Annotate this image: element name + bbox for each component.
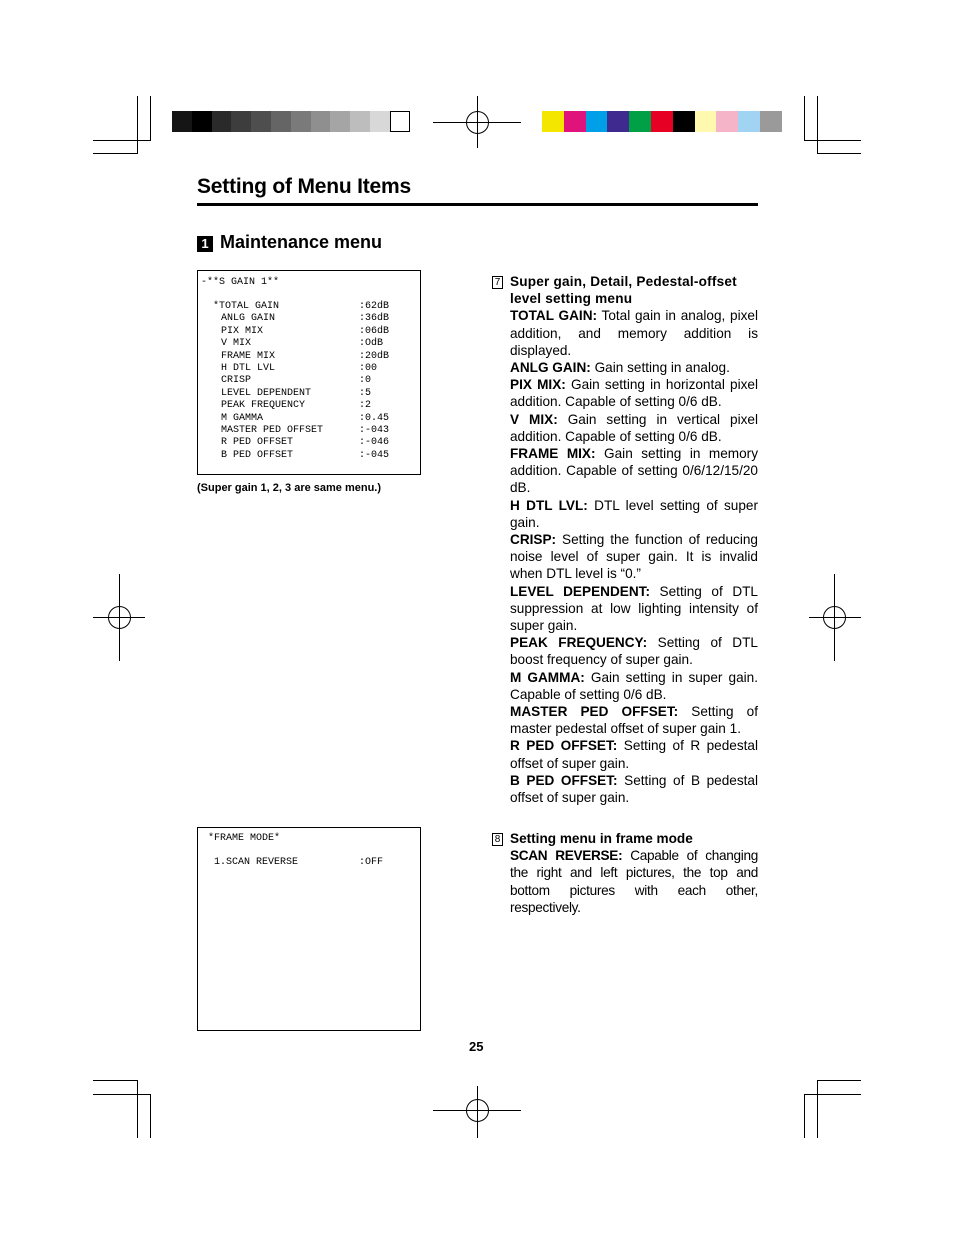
item7-description xyxy=(510,273,758,806)
calibration-swatch xyxy=(330,111,350,132)
item7-heading-line2: level setting menu xyxy=(510,291,633,307)
super-gain-menu-screen xyxy=(197,270,421,475)
section-title: Maintenance menu xyxy=(220,232,383,252)
calibration-swatch xyxy=(350,111,370,132)
entry-term: PEAK FREQUENCY: xyxy=(510,635,648,651)
calibration-swatch xyxy=(629,111,651,132)
menu-row-label: CRISP xyxy=(221,375,252,387)
menu-row-value: :5 xyxy=(359,387,372,399)
calibration-swatch xyxy=(212,111,232,132)
entry-term: LEVEL DEPENDENT: xyxy=(510,583,650,599)
menu-row-label: V MIX xyxy=(221,338,252,350)
entry-text: Setting of B pedestal offset of super gain. xyxy=(510,772,758,806)
entry-term: FRAME MIX: xyxy=(510,446,596,462)
calibration-swatch xyxy=(542,111,564,132)
description-entry xyxy=(510,497,758,531)
entry-text: Capable of changing the right and left pictures, the top and bottom pictures with each other, respectively. xyxy=(510,848,758,915)
description-entry xyxy=(510,634,758,668)
title-rule xyxy=(197,203,758,206)
menu-row-value: :06dB xyxy=(359,325,390,337)
entry-text: Setting of DTL boost frequency of super gain. xyxy=(510,635,758,668)
calibration-swatch xyxy=(172,111,192,132)
menu-header: *FRAME MODE* xyxy=(208,833,281,844)
entry-text: Gain setting in vertical pixel addition. Capable of setting 0/6 dB. xyxy=(510,411,759,444)
menu-header: -**S GAIN 1** xyxy=(201,277,280,288)
calibration-swatch xyxy=(370,111,390,132)
menu-row-value: :36dB xyxy=(359,313,390,325)
description-entry xyxy=(510,445,758,497)
menu-row-value: :-046 xyxy=(359,437,390,449)
calibration-swatch xyxy=(291,111,311,132)
description-entry xyxy=(510,669,758,703)
frame-mode-menu-screen xyxy=(197,827,421,1031)
menu-row-value: :0 xyxy=(359,375,372,387)
calibration-swatch xyxy=(738,111,760,132)
description-entry xyxy=(510,583,758,635)
menu-row-label: R PED OFFSET xyxy=(221,437,294,449)
calibration-swatch xyxy=(390,111,410,132)
entry-term: V MIX: xyxy=(510,411,558,427)
description-entry xyxy=(510,307,758,359)
menu-row-label: ANLG GAIN xyxy=(221,313,276,325)
calibration-swatch xyxy=(651,111,673,132)
entry-text: Total gain in analog, pixel addition, and memory addition is displayed. xyxy=(510,308,758,358)
entry-text: Gain setting in horizontal pixel addition. Capable of setting 0/6 dB. xyxy=(510,377,758,410)
menu-caption: (Super gain 1, 2, 3 are same menu.) xyxy=(197,482,382,494)
entry-term: B PED OFFSET: xyxy=(510,772,618,788)
item8-description xyxy=(510,830,758,916)
menu-row-label: FRAME MIX xyxy=(221,350,276,362)
calibration-swatch xyxy=(564,111,586,132)
item-number-8: 8 xyxy=(492,833,503,846)
entry-text: Gain setting in super gain. Capable of setting 0/6 dB. xyxy=(510,669,759,702)
description-entry xyxy=(510,411,758,445)
entry-text: Setting of R pedestal offset of super gain. xyxy=(510,738,758,771)
menu-row-label: MASTER PED OFFSET xyxy=(221,425,324,436)
entry-term: SCAN REVERSE: xyxy=(510,848,623,864)
section-number-badge: 1 xyxy=(197,236,213,252)
menu-row-value: :20dB xyxy=(359,350,390,362)
entry-text: Setting the function of reducing noise level of super gain. It is invalid when DTL level is “0.” xyxy=(510,532,758,582)
menu-row-value: :-043 xyxy=(359,425,390,436)
entry-text: Gain setting in analog. xyxy=(594,360,730,376)
description-entry xyxy=(510,359,758,376)
calibration-swatch xyxy=(271,111,291,132)
menu-row-label: *TOTAL GAIN xyxy=(213,301,280,312)
calibration-swatch xyxy=(716,111,738,132)
entry-term: PIX MIX: xyxy=(510,377,566,393)
description-entry xyxy=(510,847,758,916)
entry-text: Setting of DTL suppression at low lighting intensity of super gain. xyxy=(510,583,758,634)
description-entry xyxy=(510,772,758,806)
entry-term: M GAMMA: xyxy=(510,669,585,685)
menu-row-value: :00 xyxy=(359,363,378,374)
entry-term: MASTER PED OFFSET: xyxy=(510,704,679,720)
menu-row-label: PEAK FREQUENCY xyxy=(221,400,306,412)
entry-text: Setting of master pedestal offset of super gain 1. xyxy=(510,704,758,737)
page-number: 25 xyxy=(469,1039,484,1054)
menu-row-value: :-045 xyxy=(359,449,390,461)
calibration-swatch xyxy=(231,111,251,132)
item7-heading-line1: Super gain, Detail, Pedestal-offset xyxy=(510,274,737,289)
menu-row-value: :OFF xyxy=(359,857,384,868)
calibration-swatch xyxy=(311,111,331,132)
menu-row-value: :2 xyxy=(359,400,372,412)
entry-term: R PED OFFSET: xyxy=(510,738,618,754)
menu-row-value: :OdB xyxy=(359,338,384,350)
menu-row-label: M GAMMA xyxy=(221,412,264,424)
entry-text: Gain setting in memory addition. Capable of setting 0/6/12/15/20 dB. xyxy=(510,446,758,496)
item-number-7: 7 xyxy=(492,276,503,289)
item7-heading xyxy=(510,273,758,307)
calibration-swatch xyxy=(673,111,695,132)
entry-term: H DTL LVL: xyxy=(510,497,588,513)
calibration-swatch xyxy=(760,111,782,132)
menu-row-label: PIX MIX xyxy=(221,325,264,337)
calibration-swatch xyxy=(251,111,271,132)
menu-row-label: H DTL LVL xyxy=(221,363,276,374)
description-entry xyxy=(510,737,758,771)
menu-row-value: :0.45 xyxy=(359,412,390,424)
entry-term: TOTAL GAIN: xyxy=(510,308,598,324)
calibration-swatch xyxy=(695,111,717,132)
description-entry xyxy=(510,376,758,410)
page-title: Setting of Menu Items xyxy=(197,175,411,198)
entry-text: DTL level setting of super gain. xyxy=(510,497,758,530)
menu-row-label: LEVEL DEPENDENT xyxy=(221,387,312,399)
menu-row-label: 1.SCAN REVERSE xyxy=(214,857,299,868)
menu-row-value: :62dB xyxy=(359,301,390,312)
calibration-swatch xyxy=(607,111,629,132)
calibration-swatch xyxy=(586,111,608,132)
entry-term: CRISP: xyxy=(510,532,557,548)
menu-row-label: B PED OFFSET xyxy=(221,449,294,461)
item8-heading: Setting menu in frame mode xyxy=(510,831,693,846)
description-entry xyxy=(510,531,758,583)
description-entry xyxy=(510,703,758,737)
calibration-swatch xyxy=(192,111,212,132)
entry-term: ANLG GAIN: xyxy=(510,360,591,376)
